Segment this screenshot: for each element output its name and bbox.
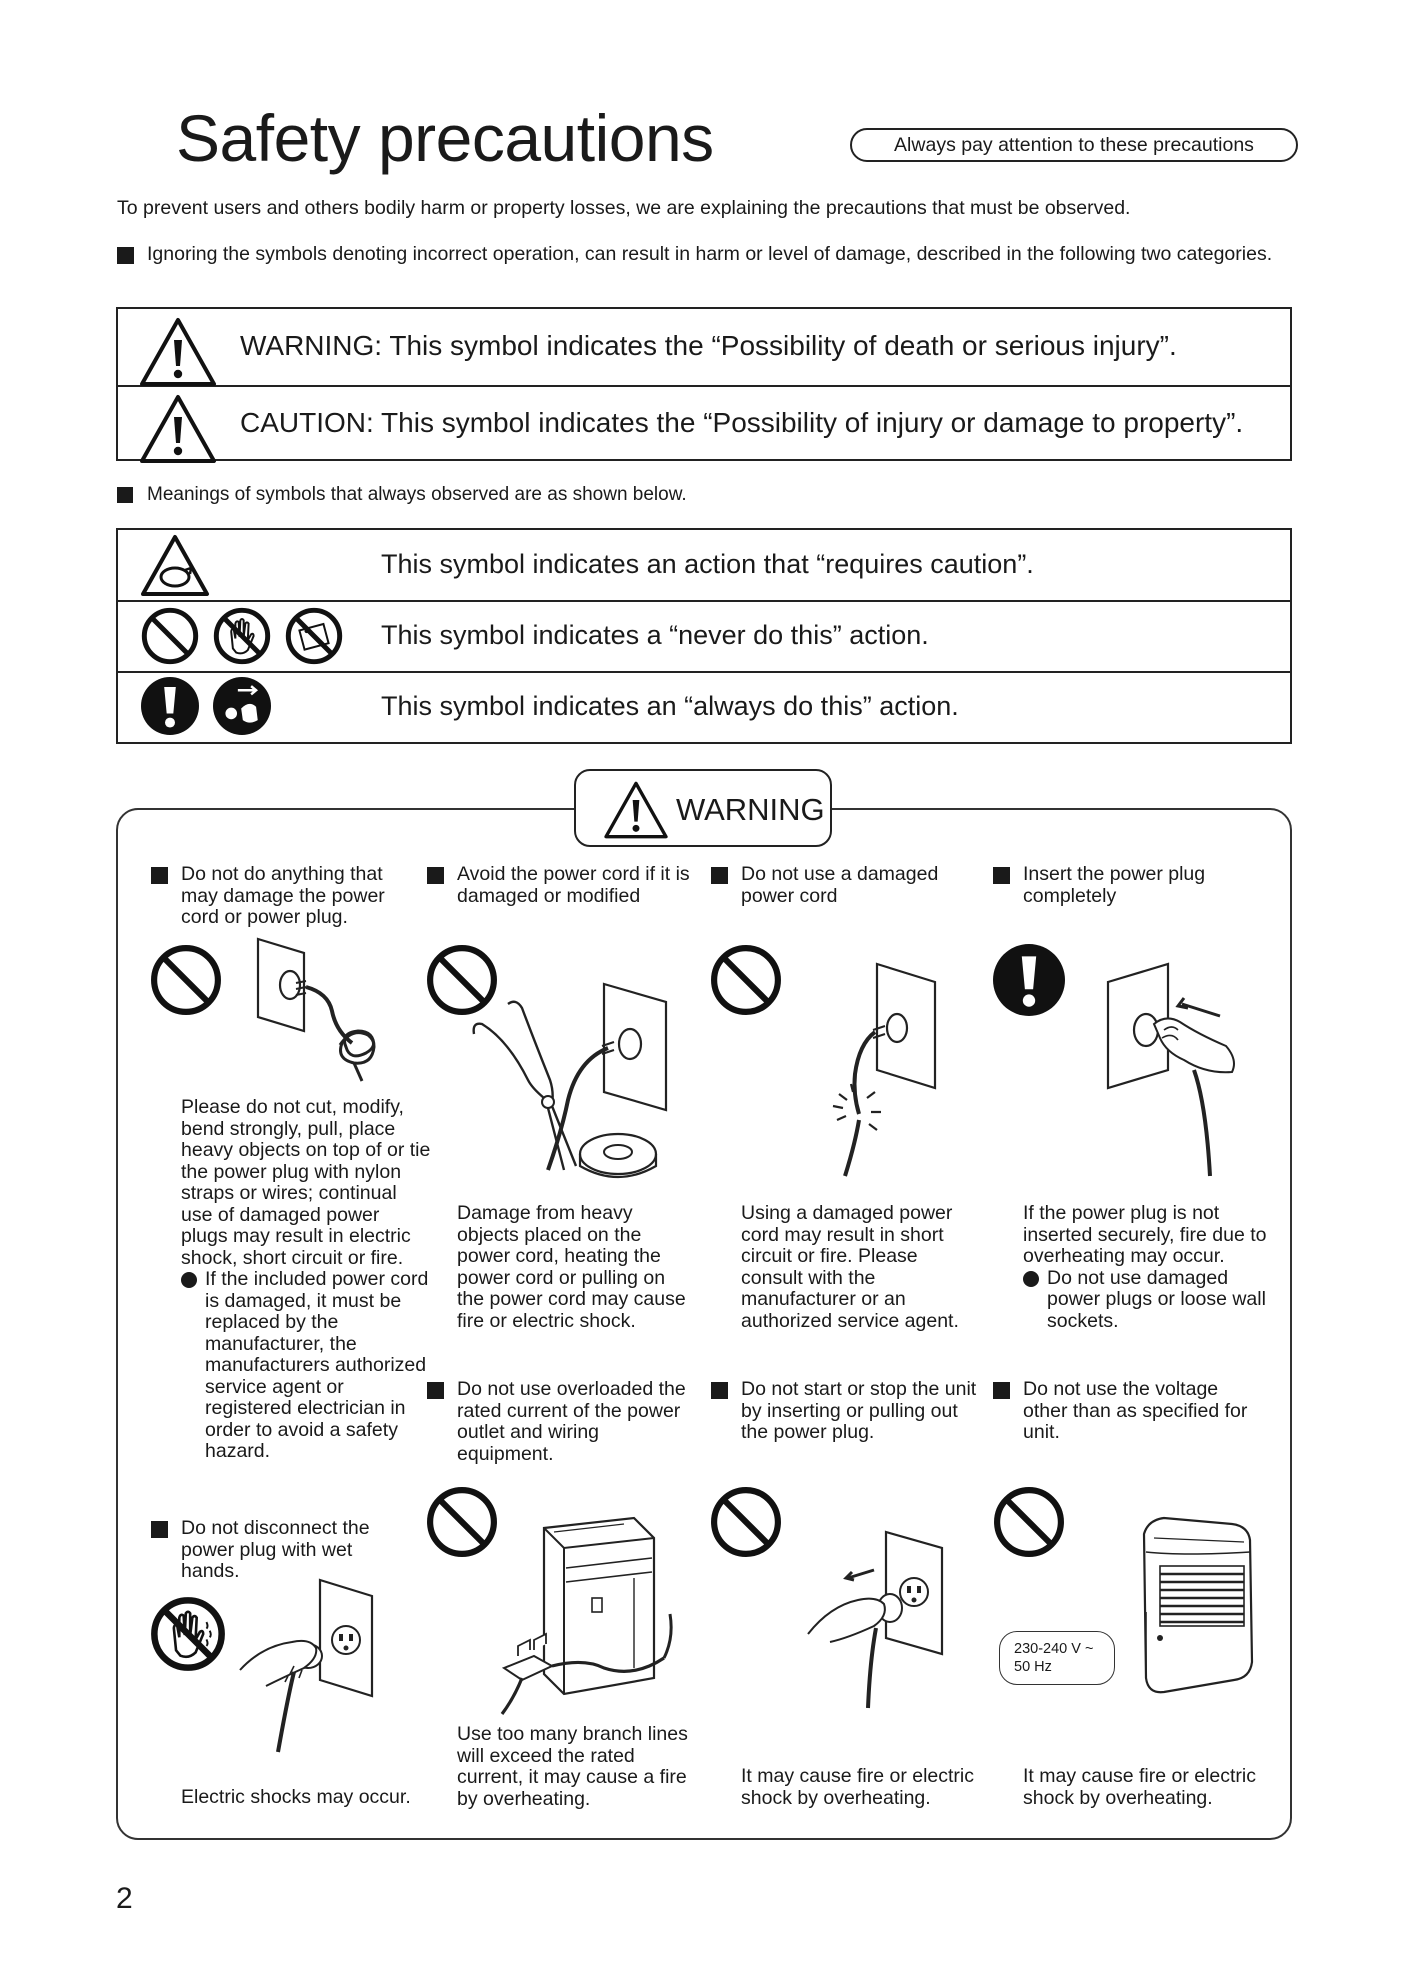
prohibited-icon <box>710 944 782 1016</box>
item-body-c4b: It may cause fire or electric shock by overheating. <box>1023 1765 1256 1809</box>
prohibited-icon <box>426 1486 498 1558</box>
item-body-c2: Damage from heavy objects placed on the power cord, heating the power cord or pulling on the power cord may cause fire or electric shock. <box>457 1202 686 1332</box>
item-heading-c2b <box>427 1379 692 1465</box>
bullet-square-icon <box>117 247 134 264</box>
bullet-square-icon <box>711 867 728 884</box>
bullet-text: Meanings of symbols that always observed are as shown below. <box>147 484 687 505</box>
warning-badge <box>574 769 832 847</box>
item-body-c1b: Electric shocks may occur. <box>181 1786 411 1808</box>
symbol-row-caution <box>118 530 1290 602</box>
item-body-c1 <box>181 1097 431 1463</box>
page-number: 2 <box>116 1882 133 1915</box>
prohibited-icon <box>150 944 222 1016</box>
heading-text: Do not disconnect the power plug with wet hands. <box>181 1517 370 1582</box>
insert-plug-illustration <box>1106 964 1246 1179</box>
item-heading-c4 <box>993 864 1263 907</box>
bullet-square-icon <box>427 1382 444 1399</box>
overloaded-outlet-illustration <box>494 1518 684 1718</box>
bullet-symbol-meanings <box>117 484 1117 505</box>
dehumidifier-voltage-illustration <box>1124 1512 1264 1702</box>
severity-table <box>116 307 1292 461</box>
heading-text: Do not use a damaged power cord <box>741 863 939 907</box>
bullet-square-icon <box>151 867 168 884</box>
pliers-cord-illustration <box>468 980 688 1190</box>
item-body-c3b: It may cause fire or electric shock by overheating. <box>741 1765 974 1809</box>
symbol-row-text: This symbol indicates an “always do this” action. <box>381 691 959 721</box>
prohibited-icon <box>141 607 199 665</box>
item-heading-c1b <box>151 1518 416 1583</box>
sub-bullet-text: If the included power cord is damaged, it must be replaced by the manufacturer, the manufacturers authorized service agent or registered electrician in order to avoid a safety hazard. <box>205 1268 429 1462</box>
heading-text: Do not use overloaded the rated current of the power outlet and wiring equipment. <box>457 1378 686 1465</box>
symbol-row-never <box>118 601 1290 673</box>
sub-bullet <box>1023 1268 1268 1333</box>
never-icons <box>141 607 343 665</box>
mandatory-icon <box>141 677 199 735</box>
heading-text: Do not use the voltage other than as specified for unit. <box>1023 1378 1248 1443</box>
pulling-plug-illustration <box>804 1530 954 1710</box>
warning-row-text: WARNING: This symbol indicates the “Possibility of death or serious injury”. <box>240 330 1177 361</box>
bullet-dot-icon <box>1023 1271 1039 1287</box>
prohibited-icon <box>993 1486 1065 1558</box>
item-heading-c3b <box>711 1379 981 1444</box>
sub-bullet <box>181 1269 431 1463</box>
intro-text: To prevent users and others bodily harm or property losses, we are explaining the precautions that must be observed. <box>117 197 1131 219</box>
prohibited-icon <box>710 1486 782 1558</box>
heading-text: Do not start or stop the unit by inserting or pulling out the power plug. <box>741 1378 977 1443</box>
voltage-callout <box>999 1631 1115 1685</box>
caution-rotate-icon <box>141 534 211 598</box>
mandatory-icon <box>993 944 1065 1016</box>
sub-bullet-text: Do not use damaged power plugs or loose wall sockets. <box>1047 1266 1266 1332</box>
no-wet-hands-icon <box>150 1596 226 1672</box>
item-body-c3: Using a damaged power cord may result in short circuit or fire. Please consult with the manufacturer or an authorized service agent. <box>741 1202 959 1332</box>
bullet-square-icon <box>993 867 1010 884</box>
bullet-ignoring-symbols <box>117 244 1277 265</box>
caution-triangle-icon <box>140 393 216 465</box>
body-text: Please do not cut, modify, bend strongly, pull, place heavy objects on top of or tie the power plug with nylon straps or wires; continual use of damaged power plugs may result in electric shock, short circuit or fire. <box>181 1096 431 1269</box>
bullet-square-icon <box>117 487 133 503</box>
damaged-cord-illustration <box>815 964 945 1179</box>
bullet-square-icon <box>427 867 444 884</box>
caution-row-text: CAUTION: This symbol indicates the “Possibility of injury or damage to property”. <box>240 407 1244 438</box>
voltage-text: 230-240 V ~ <box>1014 1641 1094 1657</box>
item-heading-c2 <box>427 864 697 907</box>
body-text: If the power plug is not inserted securely, fire due to overheating may occur. <box>1023 1202 1267 1267</box>
bullet-square-icon <box>151 1521 168 1538</box>
bullet-square-icon <box>711 1382 728 1399</box>
wet-hand-plug-illustration <box>232 1576 382 1752</box>
heading-text: Insert the power plug completely <box>1023 863 1206 907</box>
item-heading-c4b <box>993 1379 1263 1444</box>
warning-triangle-icon <box>604 780 668 840</box>
bullet-dot-icon <box>181 1272 197 1288</box>
symbol-row-text: This symbol indicates a “never do this” action. <box>381 620 929 650</box>
caution-row <box>118 386 1290 462</box>
no-wet-hands-icon <box>213 607 271 665</box>
attention-pill: Always pay attention to these precautions <box>850 128 1298 162</box>
warning-badge-label: WARNING <box>676 792 825 827</box>
item-body-c2b: Use too many branch lines will exceed the rated current, it may cause a fire by overheating. <box>457 1723 688 1810</box>
no-disassemble-icon <box>285 607 343 665</box>
symbol-meanings-table <box>116 528 1292 744</box>
item-heading-c3 <box>711 864 981 907</box>
bullet-square-icon <box>993 1382 1010 1399</box>
unplug-mandatory-icon <box>213 677 271 735</box>
warning-row <box>118 309 1290 387</box>
symbol-row-always <box>118 672 1290 742</box>
item-heading-c1 <box>151 864 416 929</box>
warning-triangle-icon <box>140 316 216 388</box>
plug-tangled-cord-illustration <box>250 935 390 1085</box>
heading-text: Avoid the power cord if it is damaged or modified <box>457 863 690 907</box>
page-title: Safety precautions <box>176 101 714 175</box>
heading-text: Do not do anything that may damage the power cord or power plug. <box>181 863 385 928</box>
item-body-c4 <box>1023 1203 1268 1332</box>
symbol-row-text: This symbol indicates an action that “requires caution”. <box>381 549 1034 579</box>
bullet-text: Ignoring the symbols denoting incorrect operation, can result in harm or level of damage, described in the following two categories. <box>147 243 1273 265</box>
always-icons <box>141 677 271 735</box>
frequency-text: 50 Hz <box>1014 1659 1052 1675</box>
